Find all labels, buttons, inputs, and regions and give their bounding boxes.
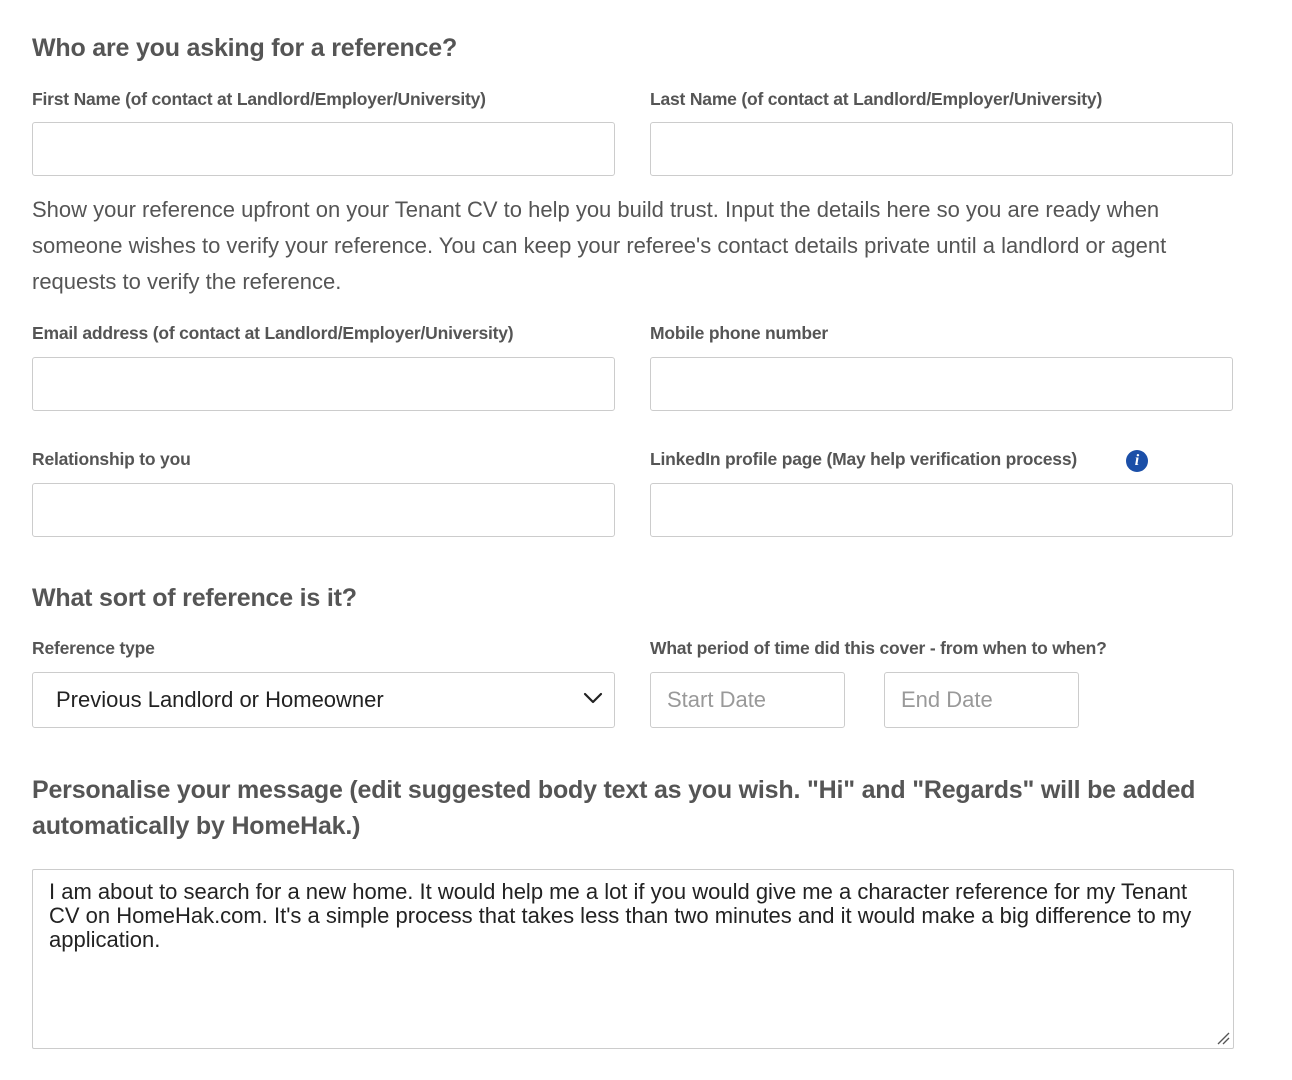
first-name-input[interactable] (32, 122, 615, 176)
end-date-input[interactable] (884, 672, 1079, 728)
message-section-title: Personalise your message (edit suggested body text as you wish. "Hi" and "Regards" will be added automatically by HomeHak.) (32, 776, 1196, 840)
reference-help-text: Show your reference upfront on your Tenant CV to help you build trust. Input the details here so you are ready when someone wishes to verify your reference. You can keep your referee's contact details private until a landlord or agent requests to verify the reference. (32, 197, 1167, 294)
reference-type-label: Reference type (32, 638, 155, 658)
reference-type-selected-value: Previous Landlord or Homeowner (56, 687, 384, 712)
reference-type-select[interactable] (32, 672, 615, 728)
start-date-input[interactable] (650, 672, 845, 728)
first-name-label: First Name (of contact at Landlord/Employer/University) (32, 89, 486, 109)
last-name-input[interactable] (650, 122, 1233, 176)
period-label: What period of time did this cover - from when to when? (650, 638, 1107, 658)
section-title-what-sort: What sort of reference is it? (32, 584, 357, 612)
info-icon[interactable]: i (1126, 450, 1148, 472)
relationship-input[interactable] (32, 483, 615, 537)
email-input[interactable] (32, 357, 615, 411)
linkedin-label: LinkedIn profile page (May help verification process) (650, 449, 1077, 469)
message-body-textarea[interactable] (32, 869, 1234, 1049)
email-label: Email address (of contact at Landlord/Employer/University) (32, 323, 514, 343)
resize-handle-icon[interactable] (1216, 1031, 1230, 1045)
section-title-who: Who are you asking for a reference? (32, 34, 458, 62)
mobile-input[interactable] (650, 357, 1233, 411)
mobile-label: Mobile phone number (650, 323, 829, 343)
chevron-down-icon (582, 687, 604, 709)
linkedin-input[interactable] (650, 483, 1233, 537)
last-name-label: Last Name (of contact at Landlord/Employer/University) (650, 89, 1103, 109)
relationship-label: Relationship to you (32, 449, 191, 469)
